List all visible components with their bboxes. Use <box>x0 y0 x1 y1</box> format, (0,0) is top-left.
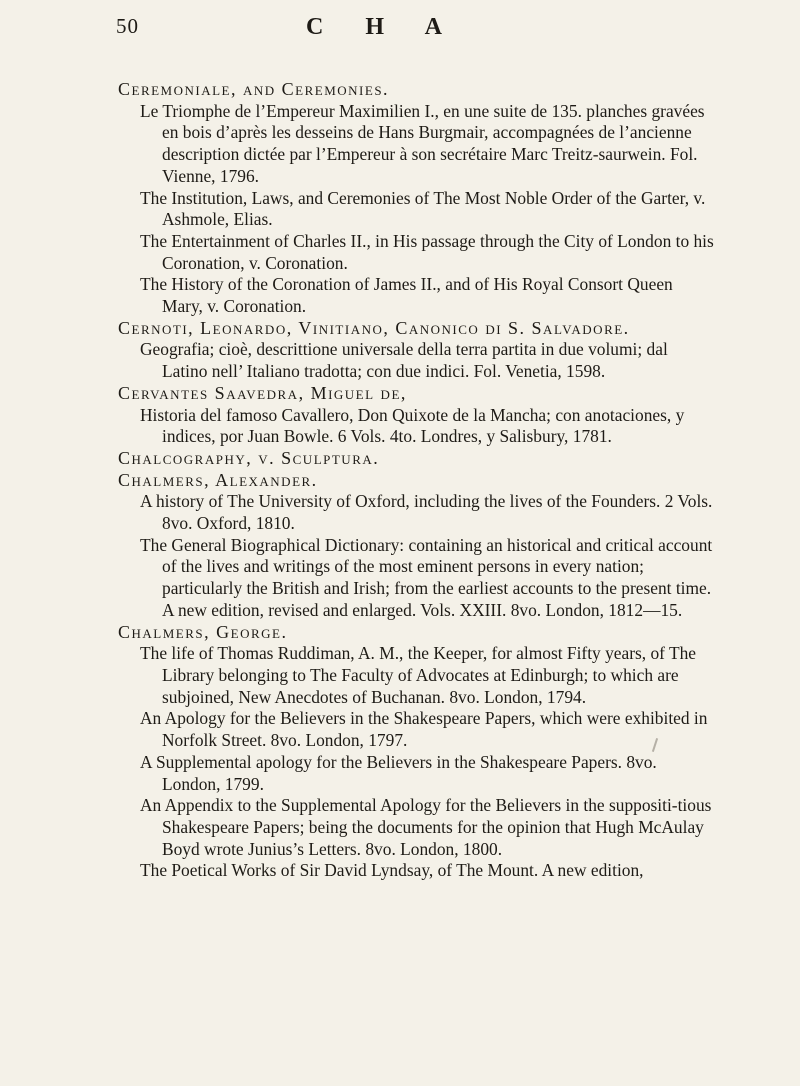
running-head <box>0 14 800 54</box>
entry-chalmers-george <box>118 622 714 882</box>
work-item: The Entertainment of Charles II., in His passage through the City of London to his Coronation, v. Coronation. <box>140 230 714 273</box>
work-item: The life of Thomas Ruddiman, A. M., the Keeper, for almost Fifty years, of The Library belonging to The Faculty of Advocates at Edinburgh; to which are subjoined, New Anecdotes of Buchanan. 8vo. London, 1794. <box>140 643 697 707</box>
entry-heading: Ceremoniale, and Ceremonies. <box>118 79 390 99</box>
work-item: The Institution, Laws, and Ceremonies of The Most Noble Order of the Garter, v. Ashmole, Elias. <box>140 187 706 230</box>
entry-ceremoniale <box>118 79 714 318</box>
work-item: Le Triomphe de l’Empereur Maximilien I., en une suite de 135. planches gravées en bois d’après les desseins de Hans Burgmair, accompagnées de l’ancienne description dictée par l’Empereur à son secrétaire Marc Treitz-saurwein. Fol. Vienne, 1796. <box>140 100 705 186</box>
entry-chalmers-alexander <box>118 470 714 622</box>
entry-cernoti <box>118 318 714 383</box>
entry-heading: Chalmers, Alexander. <box>118 469 318 490</box>
entry-cervantes <box>118 383 714 448</box>
work-item: A Supplemental apology for the Believers in the Shakespeare Papers. 8vo. London, 1799. <box>140 751 657 794</box>
entry-chalcography <box>118 448 714 470</box>
entry-heading: Chalcography, v. Sculptura. <box>118 447 380 468</box>
entry-heading: Cervantes Saavedra, Miguel de, <box>118 382 407 403</box>
work-item: A history of The University of Oxford, including the lives of the Founders. 2 Vols. 8vo. Oxford, 1810. <box>140 491 713 534</box>
work-item: The Poetical Works of Sir David Lyndsay, of The Mount. A new edition, <box>140 860 644 881</box>
work-item: An Apology for the Believers in the Shakespeare Papers, which were exhibited in Norfolk Street. 8vo. London, 1797. <box>140 708 708 751</box>
running-title: C H A <box>306 14 461 40</box>
work-item: Geografia; cioè, descrittione universale della terra partita in due volumi; dal Latino nell’ Italiano tradotta; con due indici. Fol. Venetia, 1598. <box>140 339 668 382</box>
work-item: Historia del famoso Cavallero, Don Quixote de la Mancha; con anotaciones, y indices, por Juan Bowle. 6 Vols. 4to. Londres, y Salisbury, 1781. <box>140 404 685 447</box>
work-item: The History of the Coronation of James II., and of His Royal Consort Queen Mary, v. Coronation. <box>140 274 673 317</box>
entry-heading: Chalmers, George. <box>118 621 288 642</box>
page-number: 50 <box>116 14 139 38</box>
work-item: An Appendix to the Supplemental Apology for the Believers in the suppositi-tious Shakespeare Papers; being the documents for the opinion that Hugh McAulay Boyd wrote Junius’s Letters. 8vo. London, 1800. <box>140 795 712 859</box>
entry-heading: Cernoti, Leonardo, Vinitiano, Canonico di S. Salvadore. <box>118 317 630 338</box>
work-item: The General Biographical Dictionary: containing an historical and critical account of the lives and writings of the most eminent persons in every nation; particularly the British and Irish; from the earliest accounts to the present time. A new edition, revised and enlarged. Vols. XXIII. 8vo. London, 1812—15. <box>140 534 713 620</box>
catalogue-entries <box>118 79 714 882</box>
